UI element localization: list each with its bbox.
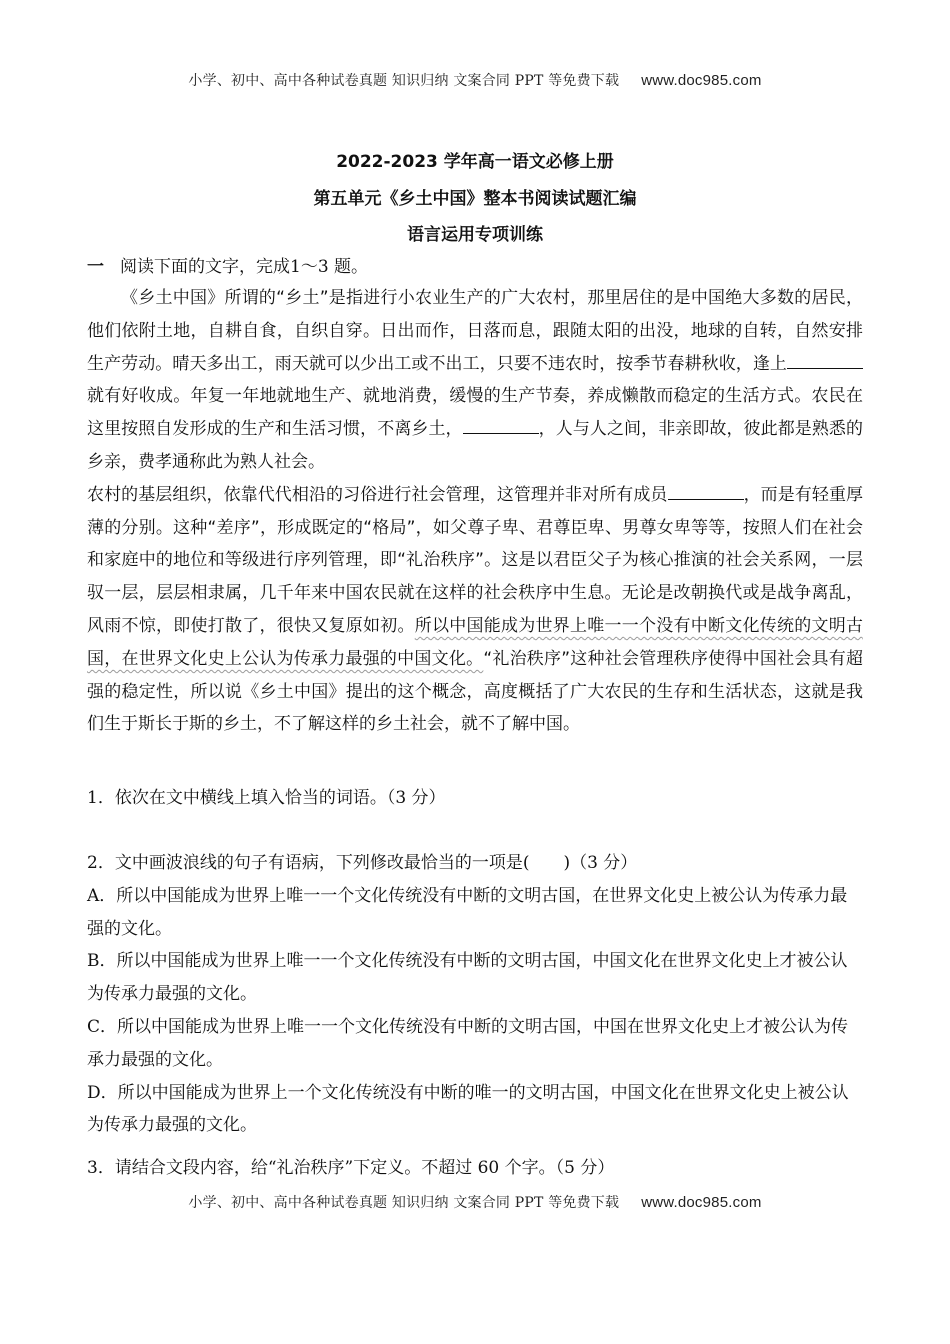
option-b: B．所以中国能成为世界上唯一一个文化传统没有中断的文明古国，中国文化在世界文化史上才被公认为传承力最强的文化。 <box>87 951 848 1005</box>
header-text: 小学、初中、高中各种试卷真题 知识归纳 文案合同 PPT 等免费下载 <box>188 73 620 89</box>
passage-text: 农村的基层组织，依靠代代相沿的习俗进行社会管理，这管理并非对所有成员 <box>87 484 668 505</box>
doc-title-line3: 语言运用专项训练 <box>407 225 543 245</box>
passage-paragraph-1 <box>87 282 863 479</box>
question-3 <box>87 1152 863 1185</box>
passage-text: 《乡土中国》所谓的“乡土”是指进行小农业生产的广大农村，那里居住的是中国绝大多数的居民，他们依附土地，自耕自食，自织自穿。日出而作，日落而息，跟随太阳的出没，地球的自转，自然安排生产劳动。晴天多出工，雨天就可以少出工或不出工，只要不违农时，按季节春耕秋收，逢上 <box>87 288 863 374</box>
doc-title-line1: 2022-2023 学年高一语文必修上册 <box>336 152 614 172</box>
footer-text: 小学、初中、高中各种试卷真题 知识归纳 文案合同 PPT 等免费下载 <box>188 1195 620 1211</box>
passage-paragraph-2 <box>87 479 863 741</box>
passage-text: ，人与人之间，非亲即故，彼此都是熟悉的乡亲，费孝通称此为熟人社会。 <box>87 419 863 472</box>
page-footer <box>0 1192 950 1212</box>
wavy-underlined-sentence: 所以中国能成为世界上唯一一个没有中断文化传统的文明古国，在世界文化史上公认为传承力最强的中国文化。 <box>87 615 863 669</box>
section-instruction: 阅读下面的文字，完成1～3 题。 <box>120 257 369 277</box>
question-1 <box>87 782 863 815</box>
passage-text: “礼治秩序”这种社会管理秩序使得中国社会具有超强的稳定性，所以说《乡土中国》提出的这个概念，高度概括了广大农民的生存和生活状态，这就是我们生于斯长于斯的乡土，不了解这样的乡土社会，就不了解中国。 <box>87 648 863 735</box>
section-number: 一 <box>87 257 104 277</box>
question-3-text: 3．请结合文段内容，给“礼治秩序”下定义。不超过 60 个字。（5 分） <box>87 1158 615 1178</box>
question-2 <box>87 847 863 1142</box>
question-2-text: 2．文中画波浪线的句子有语病，下列修改最恰当的一项是( )（3 分） <box>87 853 638 873</box>
option-d: D．所以中国能成为世界上一个文化传统没有中断的唯一的文明古国，中国文化在世界文化史上被公认为传承力最强的文化。 <box>87 1082 849 1136</box>
footer-url-link[interactable]: www.doc985.com <box>641 1194 762 1211</box>
header-url-link[interactable]: www.doc985.com <box>641 72 762 89</box>
fill-blank-3 <box>668 483 744 500</box>
reading-passage <box>87 282 863 741</box>
doc-title-line2: 第五单元《乡土中国》整本书阅读试题汇编 <box>313 189 637 209</box>
option-c: C．所以中国能成为世界上唯一一个文化传统没有中断的文明古国，中国在世界文化史上才被公认为传承力最强的文化。 <box>87 1016 849 1070</box>
fill-blank-1 <box>787 352 863 369</box>
passage-text: 就有好收成。年复一年地就地生产、就地消费，缓慢的生产节奏，养成懒散而稳定的生活方式。农民在这里按照自发形成的生产和生活习惯，不离乡土， <box>87 386 863 440</box>
section-heading <box>87 252 368 277</box>
page-header <box>0 70 950 90</box>
question-1-text: 1．依次在文中横线上填入恰当的词语。（3 分） <box>87 788 446 808</box>
option-a: A．所以中国能成为世界上唯一一个文化传统没有中断的文明古国，在世界文化史上被公认为传承力最强的文化。 <box>87 885 848 939</box>
fill-blank-2 <box>463 417 539 434</box>
passage-text: ，而是有轻重厚薄的分别。这种“差序”，形成既定的“格局”，如父尊子卑、君尊臣卑、男尊女卑等等，按照人们在社会和家庭中的地位和等级进行序列管理，即“礼治秩序”。这是以君臣父子为核心推演的社会关系网，一层驭一层，层层相隶属，几千年来中国农民就在这样的社会秩序中生息。无论是改朝换代或是战争离乱，风雨不惊，即使打散了，很快又复原如初。 <box>87 484 864 636</box>
